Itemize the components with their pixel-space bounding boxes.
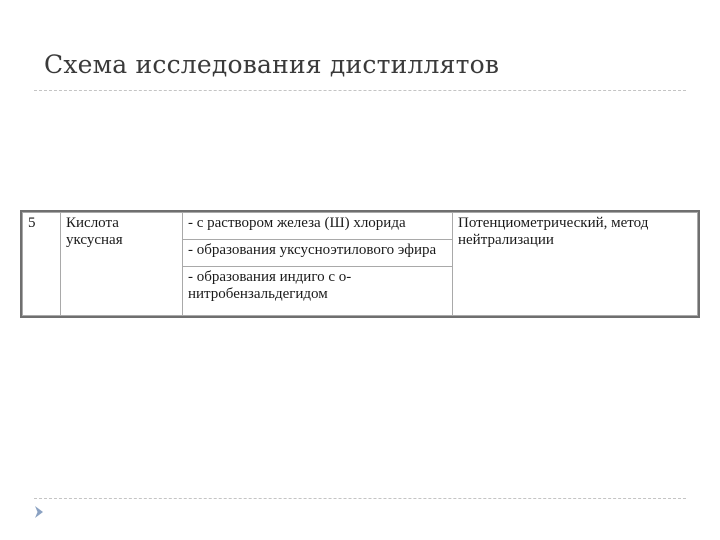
reaction-cell: - образования индиго с о-нитробензальдегидом (183, 267, 453, 316)
method-cell: Потенциометрический, метод нейтрализации (453, 213, 698, 316)
footer-divider (34, 498, 686, 499)
distillate-table (20, 210, 700, 318)
slide-title: Схема исследования дистиллятов (44, 50, 500, 79)
triangle-arrow-icon (34, 505, 44, 519)
row-number-cell: 5 (23, 213, 61, 316)
reaction-cell: - с раствором железа (Ш) хлорида (183, 213, 453, 240)
table-row (23, 213, 698, 240)
reaction-cell: - образования уксусноэтилового эфира (183, 240, 453, 267)
substance-cell: Кислота уксусная (61, 213, 183, 316)
title-divider (34, 90, 686, 91)
properties-table (22, 212, 698, 316)
